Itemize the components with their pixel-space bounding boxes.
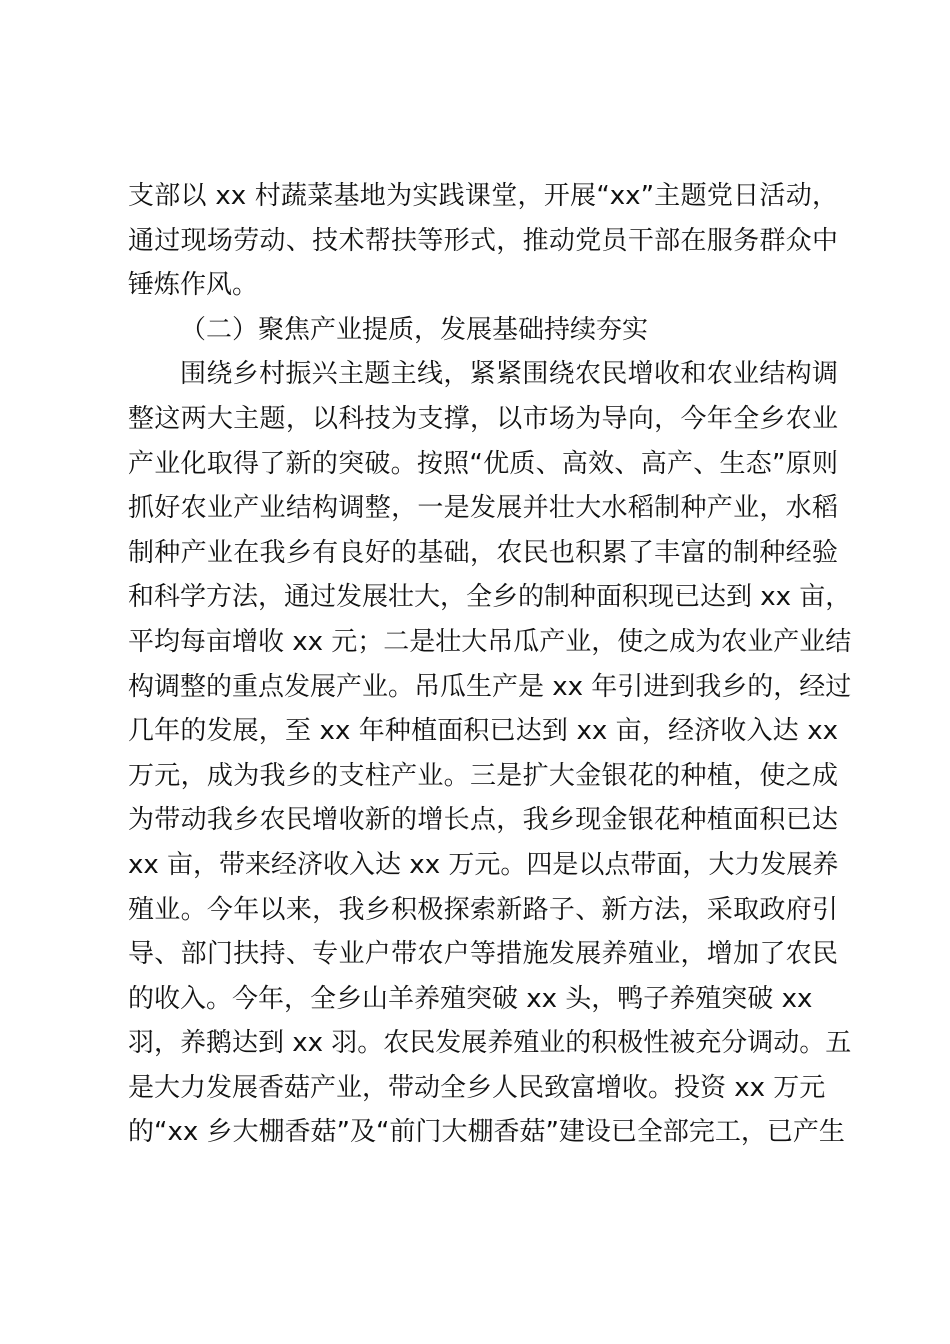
text-line: 为带动我乡农民增收新的增长点，我乡现金银花种植面积已达 xyxy=(128,805,838,836)
text-line: 支部以 xx 村蔬菜基地为实践课堂，开展“xx”主题党日活动， xyxy=(128,181,838,211)
text-line: 几年的发展，至 xx 年种植面积已达到 xx 亩，经济收入达 xx xyxy=(128,716,838,747)
text-line: 抓好农业产业结构调整，一是发展并壮大水稻制种产业，水稻 xyxy=(128,493,838,524)
text-line: 羽，养鹅达到 xx 羽。农民发展养殖业的积极性被充分调动。五 xyxy=(128,1028,852,1059)
text-line: 锤炼作风。 xyxy=(128,270,259,301)
text-line: 制种产业在我乡有良好的基础，农民也积累了丰富的制种经验 xyxy=(128,537,838,568)
body-text xyxy=(128,174,852,1155)
text-line: 导、部门扶持、专业户带农户等措施发展养殖业，增加了农民 xyxy=(128,939,838,970)
text-line: 平均每亩增收 xx 元；二是壮大吊瓜产业，使之成为农业产业结 xyxy=(128,626,852,657)
text-line: 万元，成为我乡的支柱产业。三是扩大金银花的种植，使之成 xyxy=(128,760,838,791)
text-line: 是大力发展香菇产业，带动全乡人民致富增收。投资 xx 万元 xyxy=(128,1072,826,1103)
text-line: 产业化取得了新的突破。按照“优质、高效、高产、生态”原则 xyxy=(128,448,838,479)
text-line: xx 亩，带来经济收入达 xx 万元。四是以点带面，大力发展养 xyxy=(128,849,839,880)
text-line: 通过现场劳动、技术帮扶等形式，推动党员干部在服务群众中 xyxy=(128,225,838,256)
text-line: 和科学方法，通过发展壮大，全乡的制种面积现已达到 xx 亩， xyxy=(128,582,852,613)
text-line: 围绕乡村振兴主题主线，紧紧围绕农民增收和农业结构调 xyxy=(180,359,838,390)
text-line: 殖业。今年以来，我乡积极探索新路子、新方法，采取政府引 xyxy=(128,894,838,925)
text-line: 整这两大主题，以科技为支撑，以市场为导向，今年全乡农业 xyxy=(128,403,838,434)
text-line: 的收入。今年，全乡山羊养殖突破 xx 头，鸭子养殖突破 xx xyxy=(128,983,813,1014)
text-line: 构调整的重点发展产业。吊瓜生产是 xx 年引进到我乡的，经过 xyxy=(128,671,852,702)
text-line: 的“xx 乡大棚香菇”及“前门大棚香菇”建设已全部完工，已产生 xyxy=(128,1117,845,1148)
section-heading: （二）聚焦产业提质，发展基础持续夯实 xyxy=(180,314,649,345)
